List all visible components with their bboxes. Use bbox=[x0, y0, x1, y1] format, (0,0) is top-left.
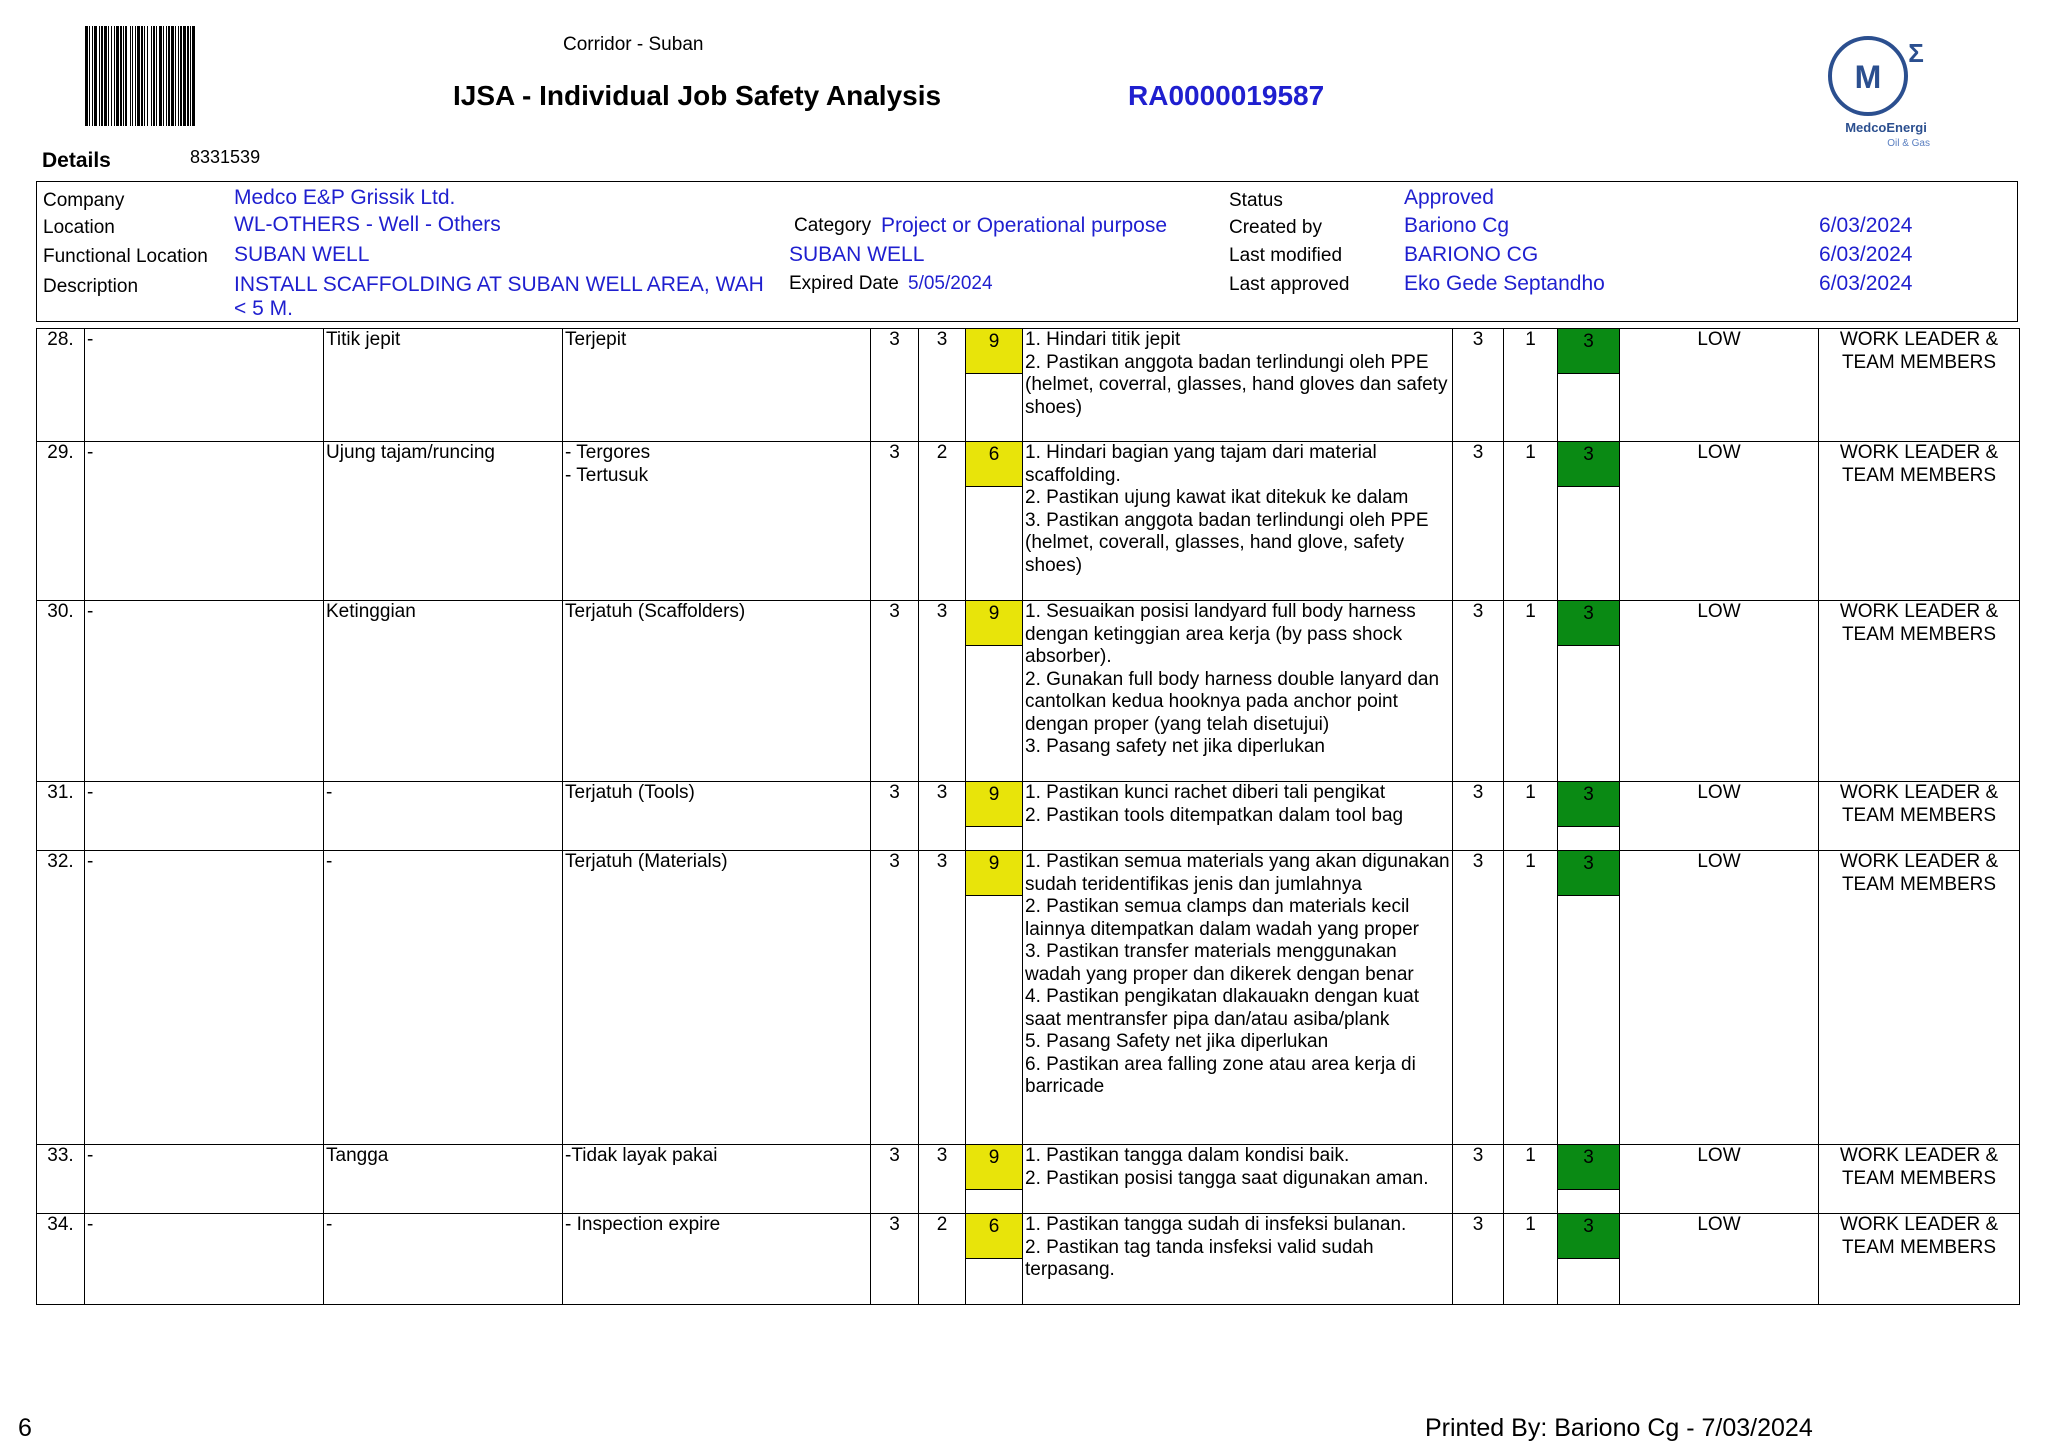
initial-severity: 3 bbox=[871, 1145, 919, 1214]
functional-location-value-2: SUBAN WELL bbox=[789, 243, 925, 266]
category-value: Project or Operational purpose bbox=[881, 214, 1167, 237]
responsible-party: WORK LEADER & TEAM MEMBERS bbox=[1819, 782, 2020, 851]
barcode-bar bbox=[192, 26, 195, 126]
residual-risk-value: 3 bbox=[1558, 851, 1619, 895]
control-measures-line: 1. Pastikan semua materials yang akan digunakan sudah teridentifikas jenis dan jumlahnya bbox=[1025, 851, 1450, 895]
residual-likelihood: 1 bbox=[1504, 329, 1558, 442]
initial-risk-divider bbox=[966, 373, 1022, 374]
row-number: 32. bbox=[37, 851, 85, 1145]
responsible-party: WORK LEADER & TEAM MEMBERS bbox=[1819, 1214, 2020, 1305]
initial-likelihood: 3 bbox=[919, 851, 966, 1145]
residual-risk bbox=[1558, 601, 1620, 782]
control-measures-line: 6. Pastikan area falling zone atau area kerja di barricade bbox=[1025, 1053, 1416, 1097]
control-measures-line: 2. Pastikan tag tanda insfeksi valid sudah terpasang. bbox=[1025, 1236, 1374, 1280]
initial-risk bbox=[966, 782, 1023, 851]
residual-risk bbox=[1558, 1145, 1620, 1214]
consequence-line: - Inspection expire bbox=[565, 1214, 721, 1235]
initial-severity: 3 bbox=[871, 329, 919, 442]
residual-likelihood: 1 bbox=[1504, 851, 1558, 1145]
responsible-party: WORK LEADER & TEAM MEMBERS bbox=[1819, 851, 2020, 1145]
residual-risk-divider bbox=[1558, 1189, 1619, 1190]
hazard: - bbox=[324, 1214, 563, 1305]
row-number: 34. bbox=[37, 1214, 85, 1305]
residual-risk-divider bbox=[1558, 826, 1619, 827]
control-measures-line: 2. Pastikan anggota badan terlindungi oleh PPE (helmet, coverral, glasses, hand gloves dan safety shoes) bbox=[1025, 351, 1448, 418]
residual-risk-divider bbox=[1558, 1258, 1619, 1259]
initial-risk-divider bbox=[966, 1189, 1022, 1190]
initial-risk-value: 6 bbox=[966, 1214, 1022, 1258]
consequence bbox=[563, 782, 871, 851]
table-row bbox=[37, 601, 2020, 782]
residual-severity: 3 bbox=[1453, 601, 1504, 782]
control-measures bbox=[1023, 329, 1453, 442]
residual-risk bbox=[1558, 851, 1620, 1145]
company-value: Medco E&P Grissik Ltd. bbox=[234, 186, 456, 209]
control-measures-line: 1. Hindari titik jepit bbox=[1025, 329, 1181, 350]
page-title: IJSA - Individual Job Safety Analysis bbox=[453, 80, 942, 111]
job-step: - bbox=[85, 442, 324, 601]
control-measures-line: 3. Pasang safety net jika diperlukan bbox=[1025, 736, 1325, 757]
initial-risk-divider bbox=[966, 645, 1022, 646]
control-measures bbox=[1023, 442, 1453, 601]
responsible-party: WORK LEADER & TEAM MEMBERS bbox=[1819, 329, 2020, 442]
residual-likelihood: 1 bbox=[1504, 601, 1558, 782]
control-measures bbox=[1023, 1214, 1453, 1305]
initial-risk-value: 9 bbox=[966, 601, 1022, 645]
functional-location-label: Functional Location bbox=[43, 246, 208, 267]
control-measures-line: 1. Pastikan kunci rachet diberi tali pengikat bbox=[1025, 782, 1386, 803]
functional-location-value: SUBAN WELL bbox=[234, 243, 370, 266]
residual-risk-value: 3 bbox=[1558, 1214, 1619, 1258]
consequence-line: Terjepit bbox=[565, 329, 627, 350]
expired-date-label: Expired Date bbox=[789, 273, 899, 294]
description-label: Description bbox=[43, 276, 139, 297]
initial-likelihood: 3 bbox=[919, 601, 966, 782]
details-value: 8331539 bbox=[190, 147, 261, 167]
barcode bbox=[85, 26, 270, 126]
control-measures-line: 4. Pastikan pengikatan dlakauakn dengan kuat saat mentransfer pipa dan/atau asiba/plank bbox=[1025, 986, 1420, 1030]
initial-severity: 3 bbox=[871, 442, 919, 601]
job-step: - bbox=[85, 601, 324, 782]
residual-likelihood: 1 bbox=[1504, 1214, 1558, 1305]
consequence-line: - Tertusuk bbox=[565, 464, 649, 486]
job-step: - bbox=[85, 851, 324, 1145]
residual-risk-level: LOW bbox=[1620, 1145, 1819, 1214]
residual-risk-level: LOW bbox=[1620, 1214, 1819, 1305]
residual-risk-divider bbox=[1558, 645, 1619, 646]
table-row bbox=[37, 329, 2020, 442]
consequence-line: Terjatuh (Scaffolders) bbox=[565, 601, 746, 622]
row-number: 31. bbox=[37, 782, 85, 851]
hazard: Titik jepit bbox=[324, 329, 563, 442]
residual-risk-level: LOW bbox=[1620, 851, 1819, 1145]
control-measures-line: 1. Pastikan tangga dalam kondisi baik. bbox=[1025, 1145, 1350, 1166]
control-measures-line: 3. Pastikan anggota badan terlindungi oleh PPE (helmet, coverall, glasses, hand glove, safety shoes) bbox=[1025, 509, 1429, 576]
control-measures-line: 2. Pastikan ujung kawat ikat ditekuk ke dalam bbox=[1025, 487, 1409, 508]
hazard: - bbox=[324, 782, 563, 851]
residual-risk-value: 3 bbox=[1558, 329, 1619, 373]
status-label: Status bbox=[1229, 190, 1283, 211]
residual-risk-value: 3 bbox=[1558, 601, 1619, 645]
job-step: - bbox=[85, 782, 324, 851]
company-logo bbox=[1818, 34, 1958, 152]
control-measures-line: 2. Pastikan tools ditempatkan dalam tool bag bbox=[1025, 804, 1404, 826]
residual-risk-level: LOW bbox=[1620, 329, 1819, 442]
printed-by: Printed By: Bariono Cg - 7/03/2024 bbox=[1425, 1414, 1813, 1442]
initial-risk-divider bbox=[966, 895, 1022, 896]
created-date-value: 6/03/2024 bbox=[1819, 214, 1913, 237]
initial-risk-divider bbox=[966, 486, 1022, 487]
initial-risk-value: 9 bbox=[966, 329, 1022, 373]
job-info-box bbox=[36, 181, 2018, 322]
created-by-label: Created by bbox=[1229, 217, 1322, 238]
responsible-party: WORK LEADER & TEAM MEMBERS bbox=[1819, 1145, 2020, 1214]
details-label: Details bbox=[42, 149, 111, 172]
initial-likelihood: 2 bbox=[919, 442, 966, 601]
residual-severity: 3 bbox=[1453, 329, 1504, 442]
residual-risk bbox=[1558, 782, 1620, 851]
logo-sigma-text: Σ bbox=[1908, 38, 1924, 68]
consequence bbox=[563, 851, 871, 1145]
logo-name-text: MedcoEnergi bbox=[1845, 120, 1927, 135]
row-number: 28. bbox=[37, 329, 85, 442]
job-step: - bbox=[85, 1145, 324, 1214]
hazard: Tangga bbox=[324, 1145, 563, 1214]
residual-risk bbox=[1558, 1214, 1620, 1305]
control-measures-line: 2. Gunakan full body harness double lanyard dan cantolkan kedua hooknya pada anchor point dengan proper (yang telah disetujui) bbox=[1025, 668, 1440, 735]
location-value: WL-OTHERS - Well - Others bbox=[234, 213, 501, 236]
expired-date-value: 5/05/2024 bbox=[908, 273, 993, 294]
status-value: Approved bbox=[1404, 186, 1494, 209]
residual-severity: 3 bbox=[1453, 851, 1504, 1145]
residual-risk-level: LOW bbox=[1620, 442, 1819, 601]
responsible-party: WORK LEADER & TEAM MEMBERS bbox=[1819, 601, 2020, 782]
initial-likelihood: 3 bbox=[919, 329, 966, 442]
residual-risk-divider bbox=[1558, 373, 1619, 374]
residual-risk-divider bbox=[1558, 895, 1619, 896]
row-number: 33. bbox=[37, 1145, 85, 1214]
risk-analysis-table bbox=[36, 328, 2020, 1305]
initial-risk bbox=[966, 1214, 1023, 1305]
residual-likelihood: 1 bbox=[1504, 1145, 1558, 1214]
table-row bbox=[37, 851, 2020, 1145]
residual-risk bbox=[1558, 329, 1620, 442]
consequence bbox=[563, 329, 871, 442]
consequence-line: - Tergores bbox=[565, 442, 651, 463]
initial-risk bbox=[966, 329, 1023, 442]
control-measures-line: 1. Pastikan tangga sudah di insfeksi bulanan. bbox=[1025, 1214, 1407, 1235]
last-approved-date-value: 6/03/2024 bbox=[1819, 272, 1913, 295]
control-measures bbox=[1023, 851, 1453, 1145]
consequence-line: Terjatuh (Tools) bbox=[565, 782, 695, 803]
initial-severity: 3 bbox=[871, 782, 919, 851]
initial-risk-value: 9 bbox=[966, 782, 1022, 826]
control-measures-line: 2. Pastikan semua clamps dan materials kecil lainnya ditempatkan dalam wadah yang proper bbox=[1025, 896, 1419, 940]
initial-severity: 3 bbox=[871, 851, 919, 1145]
control-measures-line: 5. Pasang Safety net jika diperlukan bbox=[1025, 1031, 1329, 1052]
company-label: Company bbox=[43, 190, 125, 211]
consequence-line: -Tidak layak pakai bbox=[565, 1145, 718, 1166]
row-number: 30. bbox=[37, 601, 85, 782]
residual-risk-divider bbox=[1558, 486, 1619, 487]
residual-risk-value: 3 bbox=[1558, 442, 1619, 486]
residual-severity: 3 bbox=[1453, 442, 1504, 601]
description-value: INSTALL SCAFFOLDING AT SUBAN WELL AREA, WAH < 5 M. bbox=[234, 273, 764, 320]
residual-risk-value: 3 bbox=[1558, 1145, 1619, 1189]
residual-risk-level: LOW bbox=[1620, 601, 1819, 782]
consequence-line: Terjatuh (Materials) bbox=[565, 851, 728, 872]
initial-likelihood: 2 bbox=[919, 1214, 966, 1305]
hazard: Ujung tajam/runcing bbox=[324, 442, 563, 601]
initial-risk-value: 9 bbox=[966, 1145, 1022, 1189]
table-row bbox=[37, 442, 2020, 601]
control-measures-line: 1. Sesuaikan posisi landyard full body harness dengan ketinggian area kerja (by pass shock absorber). bbox=[1025, 601, 1416, 667]
last-modified-label: Last modified bbox=[1229, 245, 1343, 266]
category-label: Category bbox=[794, 215, 872, 236]
initial-severity: 3 bbox=[871, 1214, 919, 1305]
created-by-value: Bariono Cg bbox=[1404, 214, 1510, 237]
last-approved-label: Last approved bbox=[1229, 274, 1350, 295]
initial-severity: 3 bbox=[871, 601, 919, 782]
initial-risk-divider bbox=[966, 826, 1022, 827]
responsible-party: WORK LEADER & TEAM MEMBERS bbox=[1819, 442, 2020, 601]
initial-risk bbox=[966, 601, 1023, 782]
logo-subtitle-text: Oil & Gas bbox=[1887, 138, 1930, 149]
table-row bbox=[37, 782, 2020, 851]
consequence bbox=[563, 442, 871, 601]
control-measures bbox=[1023, 782, 1453, 851]
initial-risk bbox=[966, 1145, 1023, 1214]
residual-likelihood: 1 bbox=[1504, 782, 1558, 851]
last-approved-value: Eko Gede Septandho bbox=[1404, 272, 1605, 295]
residual-severity: 3 bbox=[1453, 1145, 1504, 1214]
logo-mark-text: M bbox=[1854, 59, 1882, 95]
consequence bbox=[563, 1145, 871, 1214]
initial-risk bbox=[966, 442, 1023, 601]
initial-likelihood: 3 bbox=[919, 1145, 966, 1214]
initial-risk-divider bbox=[966, 1258, 1022, 1259]
job-step: - bbox=[85, 1214, 324, 1305]
initial-likelihood: 3 bbox=[919, 782, 966, 851]
table-row bbox=[37, 1214, 2020, 1305]
control-measures-line: 1. Hindari bagian yang tajam dari material scaffolding. bbox=[1025, 442, 1377, 486]
job-step: - bbox=[85, 329, 324, 442]
medco-logo-icon bbox=[1818, 34, 1958, 152]
residual-risk-value: 3 bbox=[1558, 782, 1619, 826]
consequence bbox=[563, 1214, 871, 1305]
page-number: 6 bbox=[18, 1414, 32, 1442]
consequence bbox=[563, 601, 871, 782]
residual-risk bbox=[1558, 442, 1620, 601]
row-number: 29. bbox=[37, 442, 85, 601]
initial-risk-value: 9 bbox=[966, 851, 1022, 895]
control-measures-line: 2. Pastikan posisi tangga saat digunakan aman. bbox=[1025, 1167, 1429, 1189]
reference-number: RA0000019587 bbox=[1128, 80, 1325, 111]
hazard: Ketinggian bbox=[324, 601, 563, 782]
residual-severity: 3 bbox=[1453, 1214, 1504, 1305]
residual-risk-level: LOW bbox=[1620, 782, 1819, 851]
table-row bbox=[37, 1145, 2020, 1214]
control-measures bbox=[1023, 1145, 1453, 1214]
initial-risk bbox=[966, 851, 1023, 1145]
hazard: - bbox=[324, 851, 563, 1145]
control-measures-line: 3. Pastikan transfer materials menggunakan wadah yang proper dan dikerek dengan benar bbox=[1025, 941, 1414, 985]
last-modified-value: BARIONO CG bbox=[1404, 243, 1539, 266]
last-modified-date-value: 6/03/2024 bbox=[1819, 243, 1913, 266]
control-measures bbox=[1023, 601, 1453, 782]
initial-risk-value: 6 bbox=[966, 442, 1022, 486]
location-label: Location bbox=[43, 217, 115, 238]
corridor-label: Corridor - Suban bbox=[563, 34, 704, 55]
residual-likelihood: 1 bbox=[1504, 442, 1558, 601]
residual-severity: 3 bbox=[1453, 782, 1504, 851]
